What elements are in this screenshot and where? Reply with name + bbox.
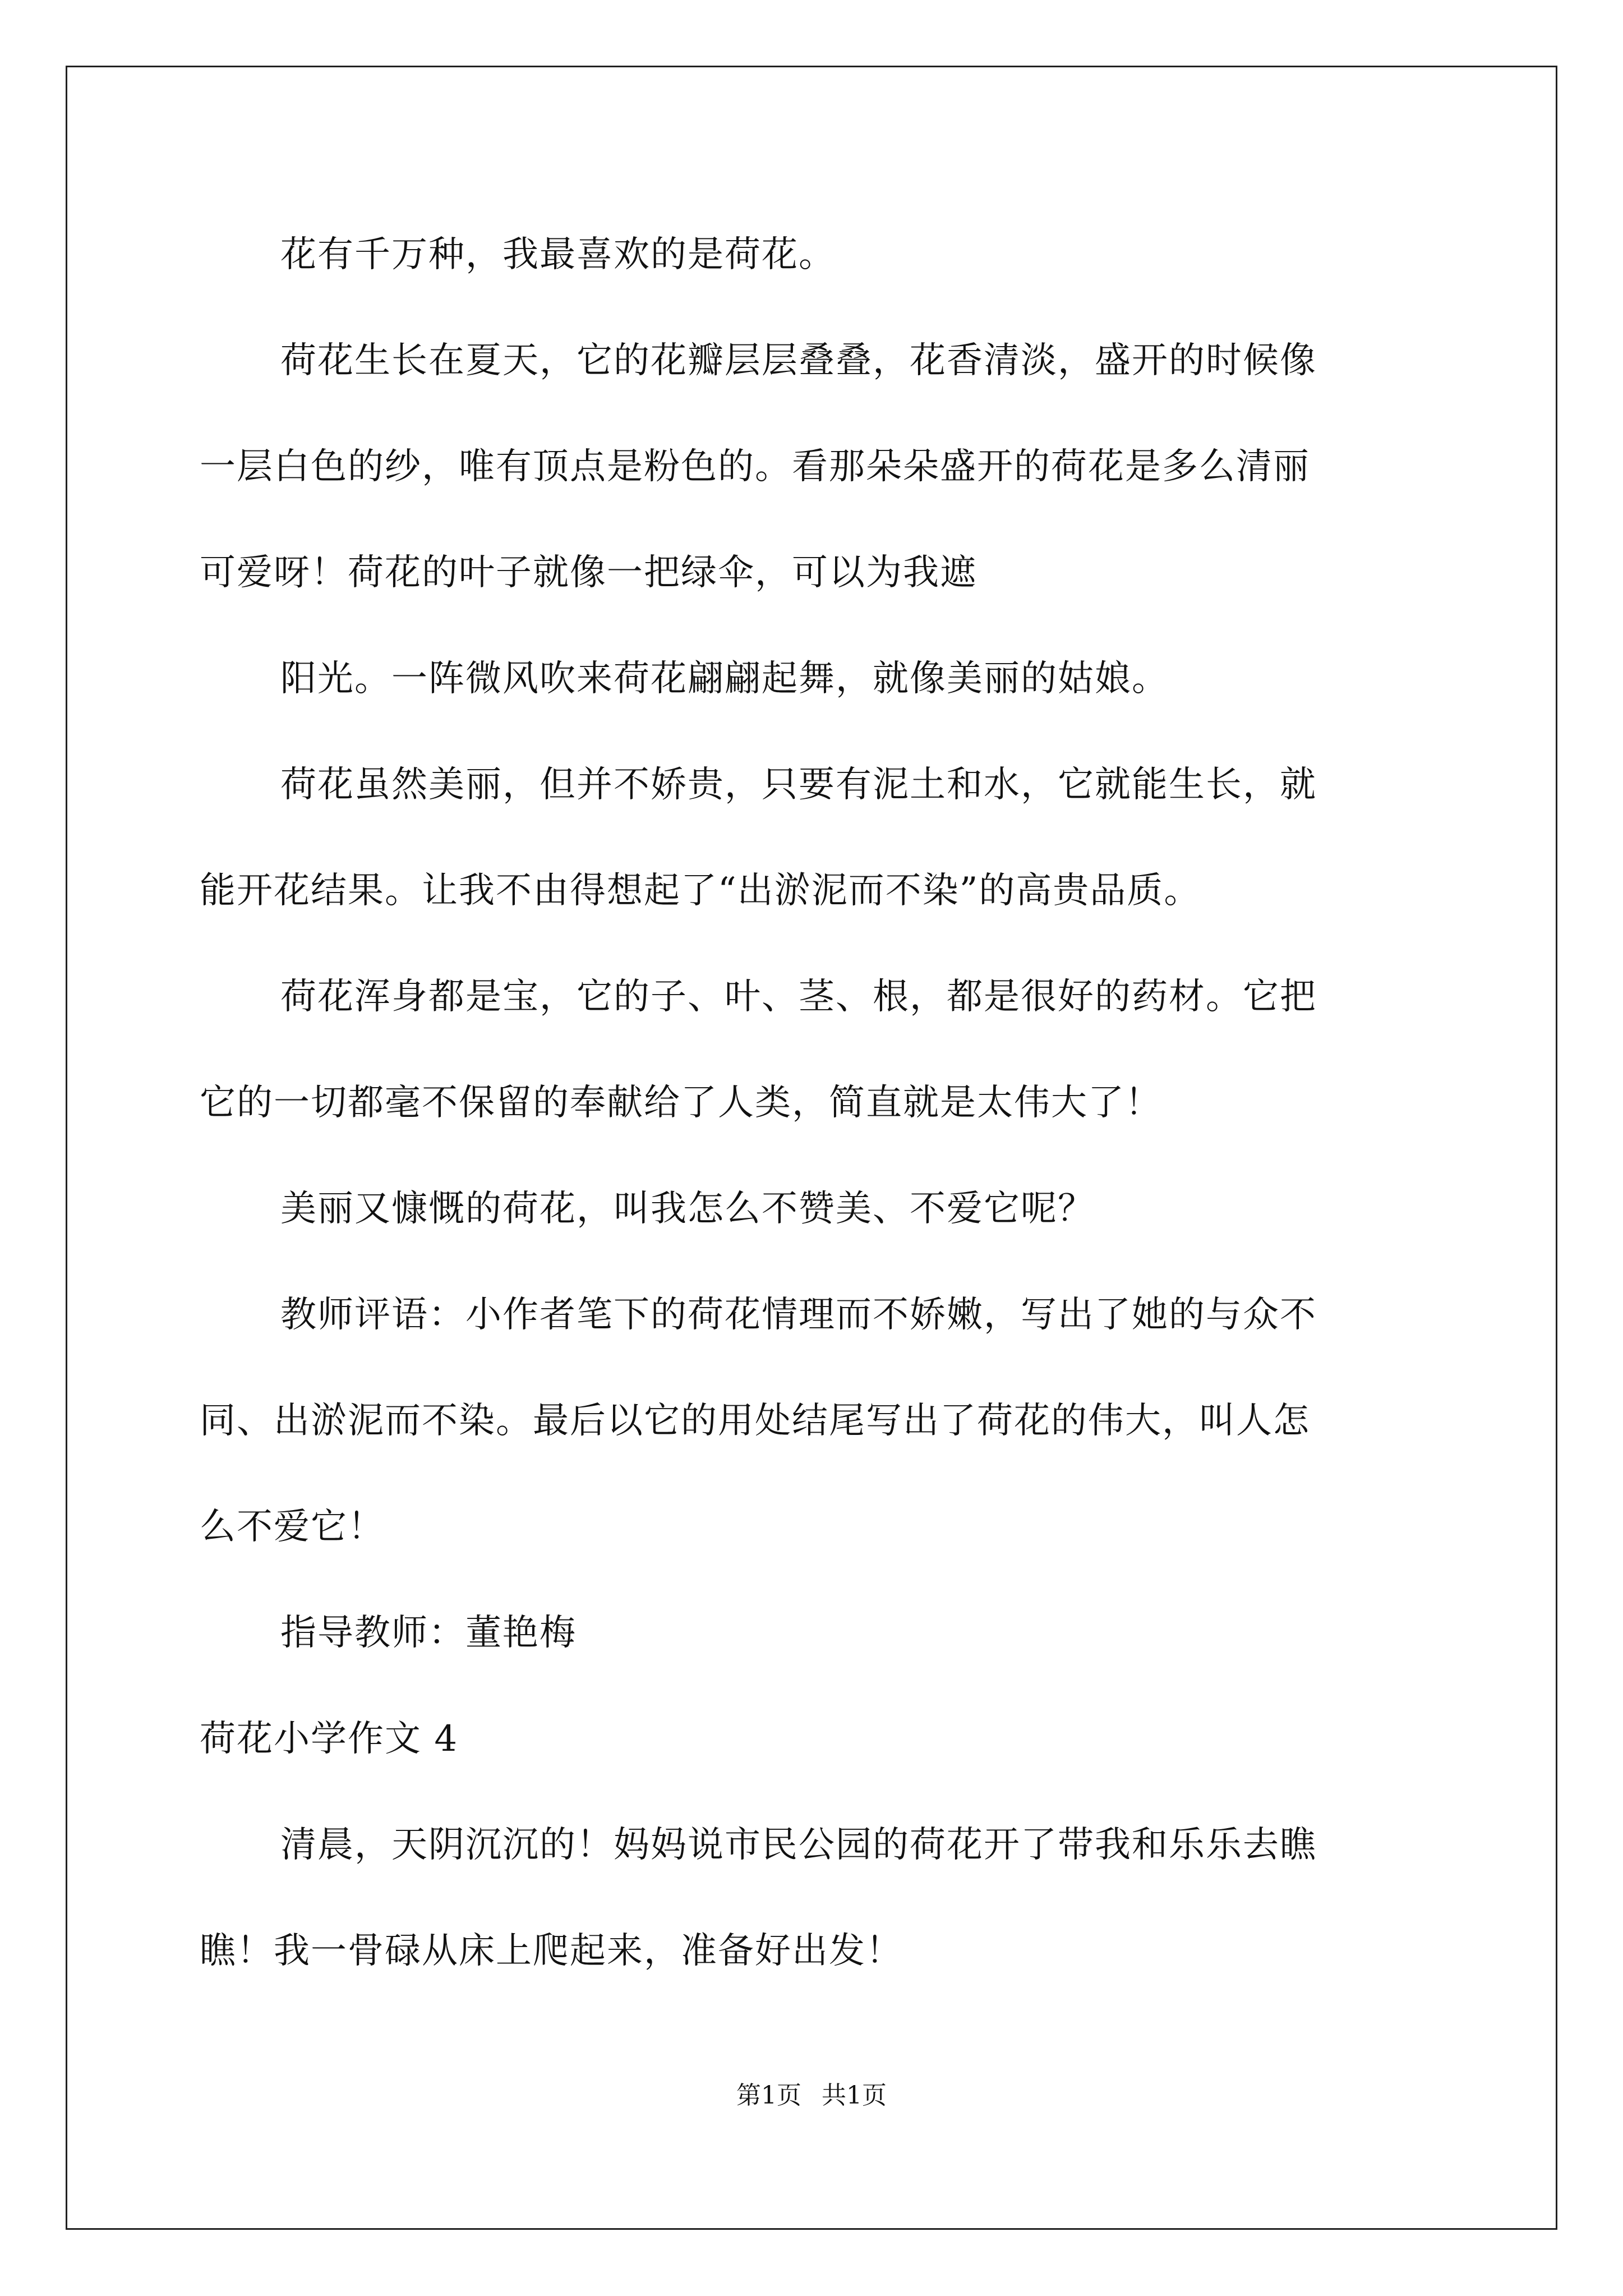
page-border (66, 66, 1557, 2230)
paragraph-line-16: 清晨，天阴沉沉的！妈妈说市民公园的荷花开了带我和乐乐去瞧 (280, 1824, 1317, 1866)
paragraph-line-12: 同、出淤泥而不染。最后以它的用处结尾写出了荷花的伟大，叫人怎 (200, 1400, 1310, 1442)
paragraph-line-8: 荷花浑身都是宝，它的子、叶、茎、根，都是很好的药材。它把 (280, 976, 1317, 1018)
paragraph-line-10: 美丽又慷慨的荷花，叫我怎么不赞美、不爱它呢？ (280, 1188, 1095, 1230)
paragraph-line-13: 么不爱它！ (200, 1506, 385, 1548)
page-total: 共1页 (822, 2081, 887, 2110)
page-footer (0, 2080, 1623, 2111)
paragraph-line-14: 指导教师：董艳梅 (280, 1612, 577, 1654)
paragraph-line-7: 能开花结果。让我不由得想起了“出淤泥而不染”的高贵品质。 (200, 870, 1201, 912)
paragraph-line-3: 一层白色的纱，唯有顶点是粉色的。看那朵朵盛开的荷花是多么清丽 (200, 446, 1310, 487)
paragraph-line-5: 阳光。一阵微风吹来荷花翩翩起舞，就像美丽的姑娘。 (280, 658, 1169, 700)
paragraph-line-9: 它的一切都毫不保留的奉献给了人类，简直就是太伟大了！ (200, 1082, 1162, 1124)
paragraph-line-1: 花有千万种，我最喜欢的是荷花。 (280, 234, 836, 275)
paragraph-line-4: 可爱呀！荷花的叶子就像一把绿伞，可以为我遮 (200, 552, 977, 593)
paragraph-line-6: 荷花虽然美丽，但并不娇贵，只要有泥土和水，它就能生长，就 (280, 764, 1317, 806)
section-heading: 荷花小学作文 4 (200, 1718, 459, 1760)
paragraph-line-11: 教师评语：小作者笔下的荷花情理而不娇嫩，写出了她的与众不 (280, 1294, 1317, 1336)
paragraph-line-2: 荷花生长在夏天，它的花瓣层层叠叠，花香清淡，盛开的时候像 (280, 340, 1317, 381)
page-number: 第1页 (736, 2081, 801, 2110)
paragraph-line-17: 瞧！我一骨碌从床上爬起来，准备好出发！ (200, 1930, 903, 1972)
